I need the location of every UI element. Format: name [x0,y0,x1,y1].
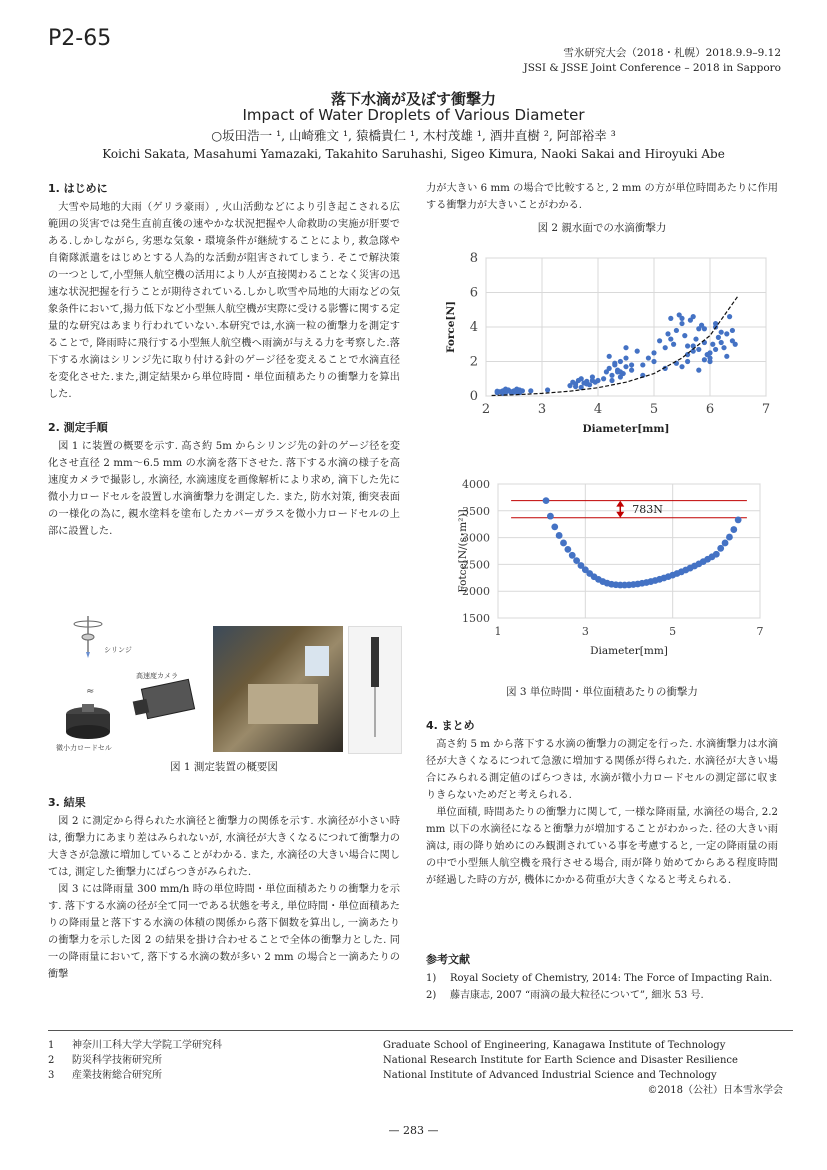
authors-ja: ○坂田浩一 ¹, 山崎雅文 ¹, 猿橋貴仁 ¹, 木村茂雄 ¹, 酒井直樹 ², 阿部裕幸 ³ [211,128,616,143]
data-point [629,362,634,367]
data-point [713,551,720,558]
apparatus-photo [213,626,343,752]
data-point [609,373,614,378]
x-tick-label: 6 [705,402,715,417]
y-tick-label: 3000 [462,531,490,545]
loadcell-label: 微小力ロードセル [56,744,112,752]
data-point [545,387,550,392]
affiliation-en: National Institute of Advanced Industrial Science and Technology [383,1070,717,1081]
data-point [579,376,584,381]
reference-item [426,970,778,987]
data-point [668,336,673,341]
data-point [543,497,550,504]
data-point [722,540,729,547]
data-point [685,343,690,348]
data-point [719,330,724,335]
camera-icon [133,679,195,718]
affiliation-ja: 3 産業技術総合研究所 [48,1070,162,1081]
data-point [651,359,656,364]
figure-1-caption: 図 1 測定装置の概要図 [170,761,278,773]
x-axis-label: Diameter[mm] [582,423,670,435]
data-point [674,361,679,366]
data-point [623,345,628,350]
data-point [719,340,724,345]
affiliation-en: National Research Institute for Earth Science and Disaster Resilience [383,1055,738,1066]
data-point [663,345,668,350]
conference-ja: 雪氷研究大会（2018・札幌）2018.9.9–9.12 [563,47,781,59]
data-point [713,321,718,326]
x-tick-label: 3 [537,402,547,417]
data-point [696,347,701,352]
data-point [635,349,640,354]
section-1-title: 1. はじめに [48,182,108,195]
data-point [556,532,563,539]
y-tick-label: 2500 [462,558,490,572]
data-point [551,523,558,530]
data-point [733,342,738,347]
data-point [682,333,687,338]
data-point [590,374,595,379]
y-tick-label: 2000 [462,585,490,599]
data-point [727,314,732,319]
x-tick-label: 5 [649,402,659,417]
affiliations-en [383,1038,783,1098]
title-en: Impact of Water Droplets of Various Diameter [242,106,585,124]
x-tick-label: 5 [669,625,677,638]
data-point [618,369,623,374]
data-point [679,316,684,321]
y-tick-label: 4 [469,320,478,335]
references [426,951,778,1004]
reference-item [426,987,778,1004]
data-point [560,540,567,547]
data-point [707,355,712,360]
reference-text: Royal Society of Chemistry, 2014: The Force of Impacting Rain. [450,973,773,984]
figure-2-caption: 図 2 親水面での水滴衝撃力 [537,222,667,234]
y-axis-label: Force[N] [445,300,457,354]
x-tick-label: 7 [761,402,771,417]
data-point [607,366,612,371]
data-point [710,342,715,347]
data-point [724,354,729,359]
section-3-continued: 力が大きい 6 mm の場合で比較すると, 2 mm の方が単位時間あたりに作用する衝撃力が大きいことがわかる. [426,183,778,211]
data-point [726,534,733,541]
data-point [623,355,628,360]
left-column [48,180,400,540]
references-title: 参考文献 [426,953,470,966]
paper-id: P2-65 [48,26,112,51]
data-point [674,328,679,333]
section-3-text-1: 図 2 に測定から得られた水滴径と衝撃力の関係を示す. 水滴径が小さい時は, 衝撃力にあまり差はみられないが, 水滴径が大きくなるにつれて衝撃力の大きさが急激に増加していることがわかる. また, 水滴径の大きい場合に関しては, 測定した衝撃力にばらつきがみられた. [48,816,400,878]
section-4-title: 4. まとめ [426,719,475,732]
data-point [573,384,578,389]
data-point [657,338,662,343]
page-number: — 283 — [388,1124,439,1137]
section-4-text-1: 高さ約 5 m から落下する水滴の衝撃力の測定を行った. 水滴衝撃力は水滴径が大きくなるにつれて急激に増加する関係が得られた. 水滴径が大きい場合にみられる測定値のばらつきは, 水滴が微小力ロードセルの測定部に収まりきらないためだと考えられる. [426,739,778,801]
data-point [564,546,571,553]
affiliation-en: Graduate School of Engineering, Kanagawa Institute of Technology [383,1040,726,1051]
data-point [528,388,533,393]
y-tick-label: 0 [469,389,478,404]
data-point [569,552,576,559]
y-tick-label: 4000 [462,478,490,491]
data-point [679,364,684,369]
reference-number: 1) [426,973,437,984]
authors-en: Koichi Sakata, Masahumi Yamazaki, Takahito Saruhashi, Sigeo Kimura, Naoki Sakai and Hiroyuki Abe [102,147,725,161]
x-tick-label: 3 [581,625,589,638]
section-4-text-2: 単位面積, 時間あたりの衝撃力に関して, 一様な降雨量, 水滴径の場合, 2.2 mm 以下の水滴径になると衝撃力が増加することがわかった. 径の大きい雨滴は, 雨の降り始めにのみ観測されている事を考慮すると, 一定の降雨量の雨の中で小型無人航空機を飛行させる場合, 雨が降り始めてからある程度時間が経過した時の方が, 機体にかかる荷重が大きくなると考えられる. [426,807,778,886]
figure-3-chart [426,470,778,670]
data-point [547,513,554,520]
data-point [618,359,623,364]
conference-en: JSSI & JSSE Joint Conference – 2018 in Sapporo [523,62,781,74]
reference-number: 2) [426,990,437,1001]
data-point [607,354,612,359]
x-tick-label: 1 [494,625,502,638]
data-point [721,345,726,350]
figure-3-caption: 図 3 単位時間・単位面積あたりの衝撃力 [506,686,698,698]
data-point [629,368,634,373]
data-point [716,335,721,340]
data-point [665,331,670,336]
y-tick-label: 8 [469,251,478,266]
data-point [640,362,645,367]
affiliation-ja: 2 防災科学技術研究所 [48,1055,162,1066]
data-point [601,376,606,381]
figure-1 [48,612,400,757]
copyright: ©2018（公社）日本雪氷学会 [647,1085,783,1096]
syringe-label: シリンジ [104,646,132,654]
data-point [671,342,676,347]
section-3-text-2: 図 3 には降雨量 300 mm/h 時の単位時間・単位面積あたりの衝撃力を示す. 落下する水滴の径が全て同一である状態を考え, 単位時間・単位面積あたりの降雨量と落下する水滴の体積の関係から落下個数を算出し, 一滴あたりの衝撃力を示した図 2 の結果を掛け合わせることで全体の衝撃力とした. 同一の降雨量において, 落下する水滴の数が多い 2 mm の場合と一滴あたりの衝撃 [48,884,400,980]
y-tick-label: 2 [469,354,478,370]
y-axis-label: Fotce[N/(s･m²)] [457,509,469,593]
conference-info [523,46,781,76]
data-point [696,326,701,331]
affiliation-ja: 1 神奈川工科大学大学院工学研究科 [48,1040,222,1051]
data-point [693,336,698,341]
reference-text: 藤吉康志, 2007 “雨滴の最大粒径について”, 細氷 53 号. [450,990,704,1001]
data-point [679,321,684,326]
data-point [612,361,617,366]
title-ja: 落下水滴が及ぼす衝撃力 [330,90,496,108]
svg-text:≈: ≈ [86,686,95,697]
apparatus-diagram [48,612,208,757]
figure-2-chart [426,240,778,450]
data-point [735,517,742,524]
x-tick-label: 7 [756,625,764,638]
data-point [618,374,623,379]
footer-divider [48,1030,793,1031]
data-point [623,364,628,369]
data-point [495,389,500,394]
data-point [707,350,712,355]
needle-photo [348,626,402,754]
camera-label: 高速度カメラ [136,672,178,680]
x-axis-label: Diameter[mm] [590,645,668,657]
x-tick-label: 2 [481,402,491,417]
data-point [730,526,737,533]
loadcell-icon [66,704,110,739]
difference-label: 783N [632,503,663,517]
y-tick-label: 1500 [462,612,490,625]
data-point [685,359,690,364]
data-point [651,350,656,355]
data-point [702,357,707,362]
section-2-text: 図 1 に装置の概要を示す. 高さ約 5m からシリンジ先の針のゲージ径を変化させ直径 2 mm～6.5 mm の水滴を落下させた. 落下する水滴の様子を高速度カメラで撮影し, 水滴径, 水滴速度を画像解析により求め, 滴下した先に微小力ロードセルを設置し水滴衝撃力を測定した. また, 防水対策, 衝突表面の一様化の為に, 親水塗料を塗布したカバーガラスを微小力ロードセルの上部に設置した. [48,441,400,537]
data-point [717,545,724,552]
section-2-title: 2. 測定手順 [48,421,108,434]
data-point [702,326,707,331]
right-column-top [426,180,778,214]
data-point [724,331,729,336]
y-tick-label: 3500 [462,504,490,518]
section-3 [48,794,400,983]
data-point [646,355,651,360]
section-4 [426,717,778,889]
data-point [609,378,614,383]
data-point [691,314,696,319]
data-point [503,387,508,392]
y-tick-label: 6 [469,285,478,301]
x-tick-label: 4 [593,402,603,417]
data-point [595,378,600,383]
data-point [713,347,718,352]
section-3-title: 3. 結果 [48,796,86,809]
data-point [514,389,519,394]
affiliations-ja [48,1038,368,1083]
data-point [584,381,589,386]
section-1-text: 大雪や局地的大雨（ゲリラ豪雨）, 火山活動などにより引き起こされる広範囲の災害では発生直前直後の速やかな状況把握や人命救助の実施が肝要である.しかしながら, 劣悪な気象・環境条件が継続することにより, 救急隊や自衛隊派遣をはじめとする人為的な活動が阻害されてしまう. そこで解決策の一つとして,小型無人航空機の活用により人が直接関わることなく災害の迅速な状況把握を行うことが期待されている.しかし吹雪や局地的大雨などの気象条件において,揚力低下など小型無人航空機が実際に受ける影響に関する定量的な研究はあまり行われていない.本研究では,水滴一粒の衝撃力を測定することで, 降雨時に飛行する小型無人航空機へ雨滴が与える力を考察した.落下する水滴はシリンジ先に取り付ける針のゲージ径を変えることで水滴直径を変化させた.また,測定結果から単位時間・単位面積あたりの衝撃力を算出した. [48,202,400,400]
data-point [696,368,701,373]
data-point [730,328,735,333]
data-point [668,316,673,321]
